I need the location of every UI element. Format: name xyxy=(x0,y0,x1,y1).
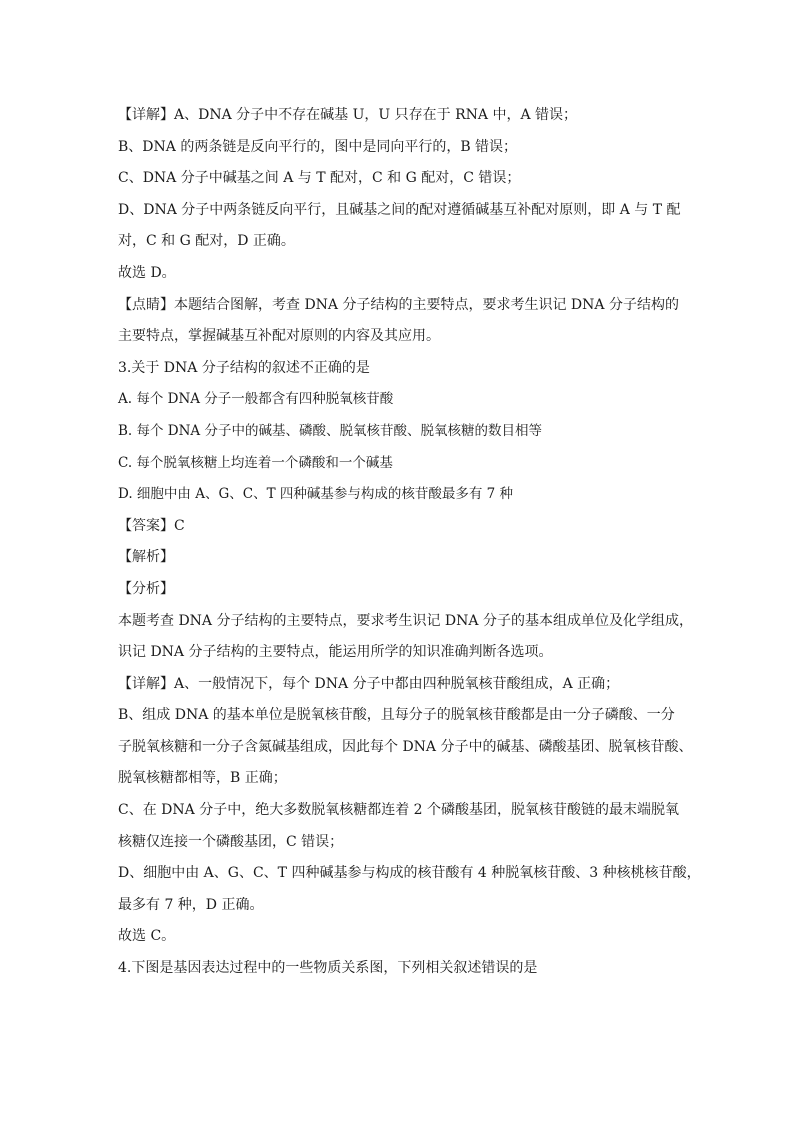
explanation-line: C、DNA 分子中碱基之间 A 与 T 配对，C 和 G 配对，C 错误； xyxy=(118,170,521,187)
option-a: A. 每个 DNA 分子一般都含有四种脱氧核苷酸 xyxy=(118,391,394,408)
option-b: B. 每个 DNA 分子中的碱基、磷酸、脱氧核苷酸、脱氧核糖的数目相等 xyxy=(118,422,542,439)
answer-choice-line: 故选 D。 xyxy=(118,264,176,281)
answer-choice-line: 故选 C。 xyxy=(118,928,176,945)
answer-line: 【答案】C xyxy=(118,517,185,534)
analysis-line: 本题考查 DNA 分子结构的主要特点，要求考生识记 DNA 分子的基本组成单位及化学组成， xyxy=(118,612,693,629)
explanation-line: 最多有 7 种，D 正确。 xyxy=(118,896,264,913)
explanation-line: 脱氧核糖都相等，B 正确； xyxy=(118,770,287,787)
question-stem: 3.关于 DNA 分子结构的叙述不正确的是 xyxy=(118,359,370,376)
analysis-subheading: 【分析】 xyxy=(118,580,174,597)
explanation-line: D、DNA 分子中两条链反向平行，且碱基之间的配对遵循碱基互补配对原则，即 A 与 T 配 xyxy=(118,201,681,218)
explanation-line: 核糖仅连接一个磷酸基团，C 错误； xyxy=(118,833,344,850)
analysis-heading: 【解析】 xyxy=(118,549,174,566)
analysis-line: 识记 DNA 分子结构的主要特点，能运用所学的知识准确判断各选项。 xyxy=(118,644,553,661)
option-c: C. 每个脱氧核糖上均连着一个磷酸和一个碱基 xyxy=(118,454,393,471)
option-d: D. 细胞中由 A、G、C、T 四种碱基参与构成的核苷酸最多有 7 种 xyxy=(118,486,514,503)
explanation-line: 对，C 和 G 配对，D 正确。 xyxy=(118,233,295,250)
explanation-line: D、细胞中由 A、G、C、T 四种碱基参与构成的核苷酸有 4 种脱氧核苷酸、3 种核桃核苷酸， xyxy=(118,865,701,882)
tip-line: 【点睛】本题结合图解，考查 DNA 分子结构的主要特点，要求考生识记 DNA 分子结构的 xyxy=(118,296,679,313)
question-stem: 4.下图是基因表达过程中的一些物质关系图，下列相关叙述错误的是 xyxy=(118,960,538,977)
explanation-line: C、在 DNA 分子中，绝大多数脱氧核糖都连着 2 个磷酸基团，脱氧核苷酸链的最末端脱氧 xyxy=(118,802,680,819)
explanation-line: B、DNA 的两条链是反向平行的，图中是同向平行的，B 错误； xyxy=(118,138,518,155)
explanation-line: 【详解】A、DNA 分子中不存在碱基 U，U 只存在于 RNA 中，A 错误； xyxy=(118,107,578,123)
tip-line: 主要特点，掌握碱基互补配对原则的内容及其应用。 xyxy=(118,328,440,345)
explanation-line: B、组成 DNA 的基本单位是脱氧核苷酸，且每分子的脱氧核苷酸都是由一分子磷酸、一分 xyxy=(118,707,675,724)
explanation-line: 【详解】A、一般情况下，每个 DNA 分子中都由四种脱氧核苷酸组成，A 正确； xyxy=(118,675,620,692)
document-page xyxy=(118,100,701,985)
explanation-line: 子脱氧核糖和一分子含氮碱基组成，因此每个 DNA 分子中的碱基、磷酸基团、脱氧核苷酸、 xyxy=(118,738,693,755)
